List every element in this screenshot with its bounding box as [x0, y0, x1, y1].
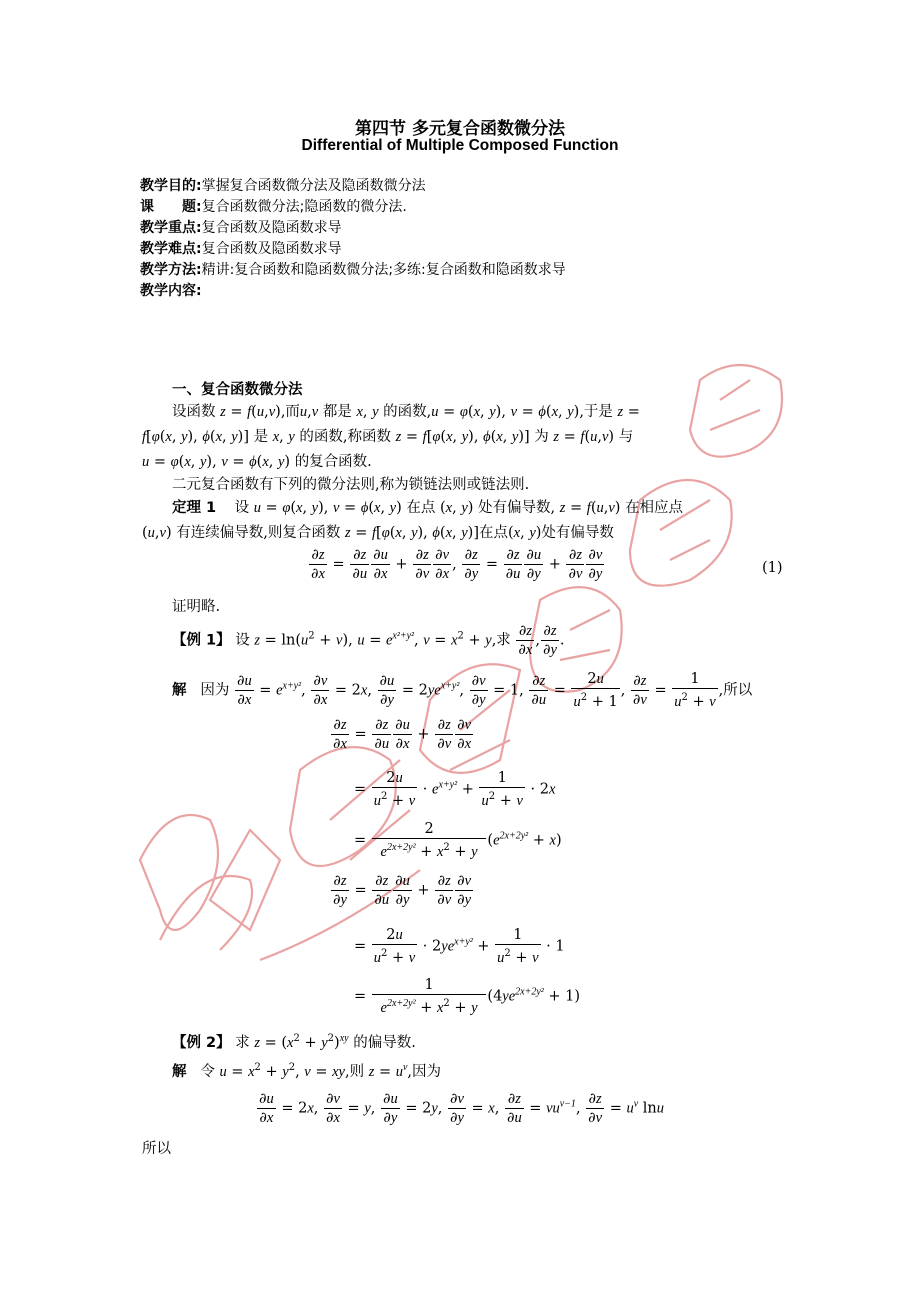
meta-row	[140, 197, 407, 218]
derivation-line: = $\frac{2u}{u^2 + v}$ · $e^{x+y^2}$ + $\frac{1}{u^2 + v}$ · 2x	[354, 770, 556, 809]
derivation-line: = $\frac{2}{e^{2x+2y^2} + x^2 + y}$ $(e^{2x+2y^2} + x)$	[354, 821, 562, 860]
derivation-line: = $\frac{1}{e^{2x+2y^2} + x^2 + y}$ $(4ye^{2x+2y^2} + 1)$	[354, 977, 581, 1016]
derivation-line: $\frac{\partial z}{\partial y}$ = $\frac{\partial z}{\partial u}$ $\frac{\partial u}{\partial y}$ + $\frac{\partial z}{\partial v}$ $\frac{\partial v}{\partial y}$	[333, 873, 472, 908]
section-title: 第四节 多元复合函数微分法	[355, 119, 565, 139]
meta-label: 课 题:	[140, 199, 202, 215]
meta-label: 教学方法:	[140, 262, 202, 278]
theorem-line: (u,v) 有连续偏导数,则复合函数 z = f[φ(x, y), ϕ(x, y)]在点(x, y)处有偏导数	[142, 525, 614, 541]
example-2-solution: 解 令 $u = x^2 + y^2$, v = xy,则 $z = u^v$,因为	[172, 1062, 442, 1080]
proof-note: 证明略.	[172, 599, 221, 615]
derivation-line: $\frac{\partial u}{\partial x}$ = 2x, $\frac{\partial v}{\partial x}$ = y, $\frac{\partial u}{\partial y}$ = 2y, $\frac{\partial v}{\partial y}$ = x, $\frac{\partial z}{\partial u}$ = $vu^{v-1}$, $\frac{\partial z}{\partial v}$ = $u^v$ lnu	[259, 1091, 665, 1126]
paragraph-line: 所以	[142, 1141, 171, 1157]
theorem-line: 定理 1 设 u = φ(x, y), v = ϕ(x, y) 在点 (x, y) 处有偏导数, z = f(u,v) 在相应点	[172, 500, 684, 516]
section-title-english: Differential of Multiple Composed Function	[301, 137, 619, 154]
meta-row	[140, 260, 566, 281]
meta-label: 教学目的:	[140, 178, 202, 194]
paragraph-line: u = φ(x, y), v = ϕ(x, y) 的复合函数.	[142, 454, 372, 470]
chain-rule-equation: $\frac{\partial z}{\partial x}$ = $\frac{\partial z}{\partial u}$ $\frac{\partial u}{\partial x}$ + $\frac{\partial z}{\partial v}$ $\frac{\partial v}{\partial x}$ , $\frac{\partial z}{\partial y}$ = $\frac{\partial z}{\partial u}$ $\frac{\partial u}{\partial y}$ + $\frac{\partial z}{\partial v}$ $\frac{\partial v}{\partial y}$	[311, 547, 603, 582]
example-2-statement: 【例 2】 求 $z = (x^2 + y^2)^{xy}$ 的偏导数.	[172, 1033, 416, 1051]
paragraph-line: 设函数 z = f(u,v),而u,v 都是 x, y 的函数,u = φ(x, y), v = ϕ(x, y),于是 z =	[172, 404, 640, 420]
paragraph-line: f[φ(x, y), ϕ(x, y)] 是 x, y 的函数,称函数 z = f[φ(x, y), ϕ(x, y)] 为 z = f(u,v) 与	[142, 429, 634, 445]
section-heading: 一、复合函数微分法	[172, 382, 303, 398]
meta-row	[140, 239, 342, 260]
meta-value: 复合函数微分法;隐函数的微分法.	[201, 199, 407, 215]
example-1-solution: 解 因为 $\frac{\partial u}{\partial x}$ = $e^{x+y^2}$, $\frac{\partial v}{\partial x}$ = 2x, $\frac{\partial u}{\partial y}$ = $2ye^{x+y^2}$, $\frac{\partial v}{\partial y}$ = 1, $\frac{\partial z}{\partial u}$ = $\frac{2u}{u^2 + 1}$ , $\frac{\partial z}{\partial v}$ = $\frac{1}{u^2 + v}$ ,所以	[172, 671, 753, 710]
example-1-statement: 【例 1】 设 $z = \ln(u^2 + v)$, $u = e^{x^2+y^2}$, $v = x^2 + y$,求 $\frac{\partial z}{\partial x}$ , $\frac{\partial z}{\partial y}$ .	[172, 623, 565, 658]
meta-row	[140, 218, 342, 239]
derivation-line: = $\frac{2u}{u^2 + v}$ · $2ye^{x+y^2}$ + $\frac{1}{u^2 + v}$ · 1	[354, 927, 565, 966]
meta-value: 精讲:复合函数和隐函数微分法;多练:复合函数和隐函数求导	[201, 262, 566, 278]
equation-number: (1)	[762, 560, 783, 576]
meta-value: 复合函数及隐函数求导	[201, 241, 342, 257]
paragraph-line: 二元复合函数有下列的微分法则,称为锁链法则或链法则.	[172, 477, 530, 493]
meta-value: 复合函数及隐函数求导	[201, 220, 342, 236]
meta-label: 教学难点:	[140, 241, 202, 257]
meta-label: 教学内容:	[140, 283, 202, 299]
meta-row	[140, 176, 426, 197]
meta-row	[140, 281, 202, 302]
meta-value: 掌握复合函数微分法及隐函数微分法	[201, 178, 426, 194]
meta-label: 教学重点:	[140, 220, 202, 236]
derivation-line: $\frac{\partial z}{\partial x}$ = $\frac{\partial z}{\partial u}$ $\frac{\partial u}{\partial x}$ + $\frac{\partial z}{\partial v}$ $\frac{\partial v}{\partial x}$	[333, 717, 472, 752]
